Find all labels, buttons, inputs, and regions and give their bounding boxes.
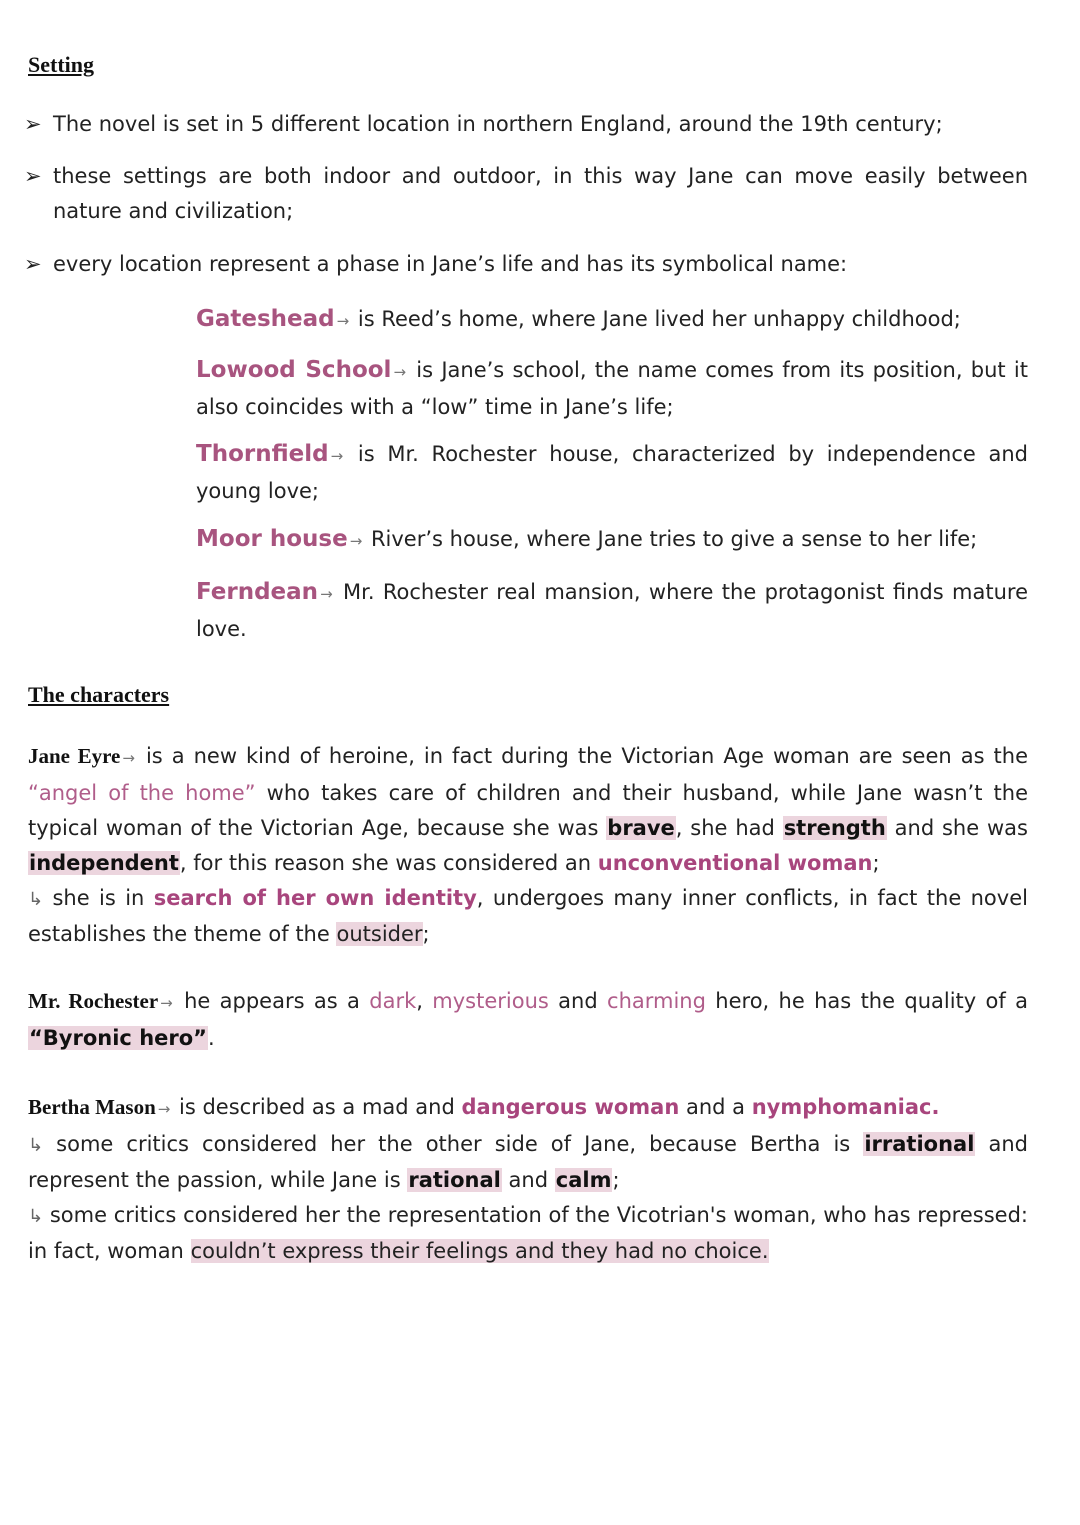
arrowhead-icon: ➢ xyxy=(24,252,42,276)
arrow-right-icon: → xyxy=(122,749,135,767)
setting-heading: Setting xyxy=(28,52,94,77)
jane-eyre-paragraph: Jane Eyre → is a new kind of heroine, in fact during the Victorian Age woman are seen as the “angel of the home” who takes care of children and their husband, while Jane wasn’t the typical woman of the Victorian Age, because she was brave, she had strength and she was independent, for this reason she was considered an unconventional woman; ↳ she is in search of her own identity, undergoes many inner conflicts, in fact the novel establishes the theme of the outsider; xyxy=(28,744,1028,946)
arrowhead-icon: ➢ xyxy=(24,112,42,136)
arrow-right-icon: → xyxy=(160,994,173,1012)
arrow-right-icon: → xyxy=(330,447,344,465)
location-ferndean: Ferndean → Mr. Rochester real mansion, where the protagonist finds mature love. xyxy=(196,579,1028,641)
arrow-right-icon: → xyxy=(336,312,350,330)
sub-arrow-icon: ↳ xyxy=(28,889,44,910)
location-lowood: Lowood School → is Jane’s school, the name comes from its position, but it also coincides with a “low” time in Jane’s life; xyxy=(196,357,1028,419)
arrow-right-icon: → xyxy=(320,585,333,603)
bertha-paragraph: Bertha Mason → is described as a mad and dangerous woman and a nymphomaniac. ↳ some critics considered her the other side of Jane, because Bertha is irrational and represent the passion, while Jane is rational and calm; ↳ some critics considered her the representation of the Vicotrian's woman, who has repressed: in fact, woman couldn’t express their feelings and they had no choice. xyxy=(28,1095,1028,1263)
location-moor-house: Moor house → River’s house, where Jane tries to give a sense to her life; xyxy=(196,526,978,552)
setting-bullet-3: ➢ every location represent a phase in Jane’s life and has its symbolical name: xyxy=(24,247,1028,282)
arrow-right-icon: → xyxy=(393,363,407,381)
setting-bullet-2: ➢ these settings are both indoor and outdoor, in this way Jane can move easily between nature and civilization; xyxy=(24,159,1028,229)
characters-heading: The characters xyxy=(28,682,170,707)
location-thornfield: Thornfield → is Mr. Rochester house, characterized by independence and young love; xyxy=(196,441,1028,503)
rochester-paragraph: Mr. Rochester → he appears as a dark, mysterious and charming hero, he has the quality of a “Byronic hero”. xyxy=(28,989,1028,1050)
location-gateshead: Gateshead → is Reed’s home, where Jane lived her unhappy childhood; xyxy=(196,306,961,332)
sub-arrow-icon: ↳ xyxy=(28,1135,44,1156)
sub-arrow-icon: ↳ xyxy=(28,1206,44,1227)
arrow-right-icon: → xyxy=(349,532,363,550)
setting-bullet-1: ➢ The novel is set in 5 different location in northern England, around the 19th century; xyxy=(24,107,1028,142)
arrow-right-icon: → xyxy=(157,1100,171,1118)
arrowhead-icon: ➢ xyxy=(24,164,42,188)
